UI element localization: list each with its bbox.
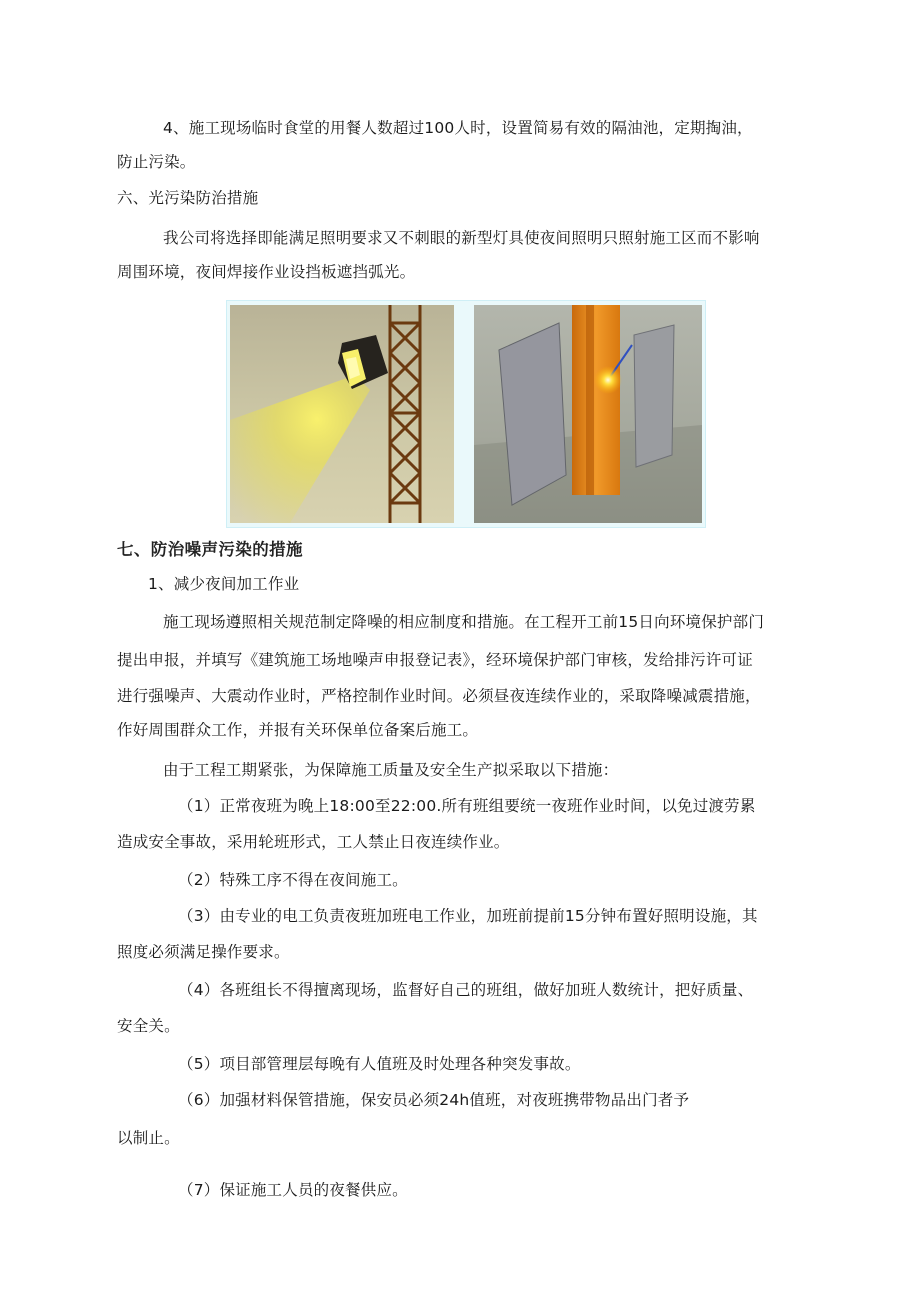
para-noise-line3: 进行强噪声、大震动作业时，严格控制作业时间。必须昼夜连续作业的，采取降噪减震措施，: [117, 687, 761, 705]
list-item-6-line2: 以制止。: [117, 1129, 180, 1147]
list-item-1-line1: （1）正常夜班为晚上18:00至22:00.所有班组要统一夜班作业时间，以免过渡劳累: [178, 797, 756, 815]
illustration-figure: [226, 300, 706, 528]
list-item-1-line2: 造成安全事故，采用轮班形式，工人禁止日夜连续作业。: [117, 833, 510, 851]
welding-shield-image: [474, 305, 702, 523]
para-noise-line1: 施工现场遵照相关规范制定降噪的相应制度和措施。在工程开工前15日向环境保护部门: [163, 613, 765, 631]
para-lighting-line2: 周围环境，夜间焊接作业设挡板遮挡弧光。: [117, 263, 416, 281]
para-noise-line2: 提出申报，并填写《建筑施工场地噪声申报登记表》，经环境保护部门审核，发给排污许可证: [117, 651, 753, 669]
section-heading-noise: 七、防治噪声污染的措施: [117, 540, 303, 559]
list-item-6-line1: （6）加强材料保管措施，保安员必须24h值班，对夜班携带物品出门者予: [178, 1091, 690, 1109]
para-schedule-intro: 由于工程工期紧张，为保障施工质量及安全生产拟采取以下措施：: [163, 761, 619, 779]
lamp-tower-image: [230, 305, 454, 523]
weld-spark-icon: [594, 366, 622, 394]
para-kitchen-line1: 4、施工现场临时食堂的用餐人数超过100人时，设置简易有效的隔油池，定期掏油，: [163, 119, 753, 137]
para-kitchen-line2: 防止污染。: [117, 153, 196, 171]
list-item-4-line2: 安全关。: [117, 1017, 180, 1035]
list-item-7: （7）保证施工人员的夜餐供应。: [178, 1181, 408, 1199]
list-item-2: （2）特殊工序不得在夜间施工。: [178, 871, 408, 889]
subheading-reduce-night-work: 1、减少夜间加工作业: [148, 575, 300, 593]
para-lighting-line1: 我公司将选择即能满足照明要求又不刺眼的新型灯具使夜间照明只照射施工区而不影响: [163, 229, 760, 247]
list-item-4-line1: （4）各班组长不得擅离现场，监督好自己的班组，做好加班人数统计，把好质量、: [178, 981, 754, 999]
list-item-3-line2: 照度必须满足操作要求。: [117, 943, 290, 961]
section-heading-light-pollution: 六、光污染防治措施: [117, 189, 259, 207]
list-item-3-line1: （3）由专业的电工负责夜班加班电工作业，加班前提前15分钟布置好照明设施，其: [178, 907, 758, 925]
para-noise-line4: 作好周围群众工作，并报有关环保单位备案后施工。: [117, 721, 479, 739]
list-item-5: （5）项目部管理层每晚有人值班及时处理各种突发事故。: [178, 1055, 581, 1073]
